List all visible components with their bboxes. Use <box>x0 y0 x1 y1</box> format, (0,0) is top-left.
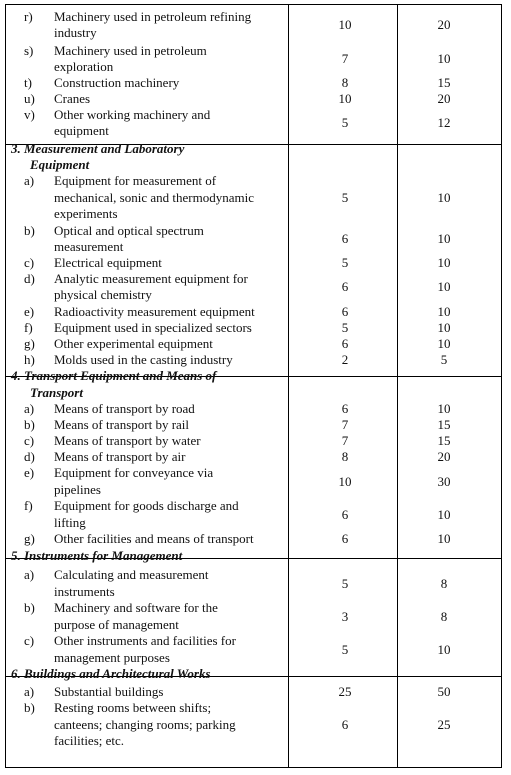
depreciation-rate-value: 8 <box>440 576 448 591</box>
useful-life-value: 5 <box>341 642 349 657</box>
depreciation-rate-value: 10 <box>437 231 451 246</box>
depreciation-rate-value: 8 <box>440 609 448 624</box>
depreciation-rate-value: 25 <box>437 717 451 732</box>
item-description: Resting rooms between shifts; <box>54 700 212 715</box>
item-marker: s) <box>24 43 34 58</box>
item-marker: c) <box>24 433 35 448</box>
depreciation-rate-value: 15 <box>437 417 451 432</box>
item-description: facilities; etc. <box>54 733 125 748</box>
item-marker: e) <box>24 304 35 319</box>
item-description: Calculating and measurement <box>54 567 209 582</box>
useful-life-value: 5 <box>341 320 349 335</box>
item-marker: a) <box>24 567 35 582</box>
depreciation-rate-value: 10 <box>437 51 451 66</box>
item-description: Other working machinery and <box>54 107 211 122</box>
item-description: Means of transport by road <box>54 401 195 416</box>
item-description: exploration <box>54 59 114 74</box>
section-heading: 6. Buildings and Architectural Works <box>11 666 211 681</box>
item-marker: b) <box>24 600 35 615</box>
item-description: Means of transport by water <box>54 433 201 448</box>
item-description: lifting <box>54 515 86 530</box>
useful-life-value: 10 <box>338 474 352 489</box>
useful-life-value: 8 <box>341 75 349 90</box>
item-description: Other instruments and facilities for <box>54 633 236 648</box>
item-marker: a) <box>24 401 35 416</box>
depreciation-rate-value: 20 <box>437 91 451 106</box>
item-marker: e) <box>24 465 35 480</box>
item-description: Equipment for measurement of <box>54 173 217 188</box>
item-marker: h) <box>24 352 35 367</box>
useful-life-value: 2 <box>341 352 349 367</box>
item-marker: b) <box>24 700 35 715</box>
useful-life-value: 5 <box>341 115 349 130</box>
useful-life-value: 3 <box>341 609 349 624</box>
depreciation-rate-value: 10 <box>437 531 451 546</box>
useful-life-value: 6 <box>341 304 349 319</box>
useful-life-value: 7 <box>341 51 349 66</box>
useful-life-value: 6 <box>341 336 349 351</box>
depreciation-rate-value: 12 <box>437 115 451 130</box>
depreciation-rate-value: 15 <box>437 75 451 90</box>
depreciation-rate-value: 10 <box>437 642 451 657</box>
item-description: Cranes <box>54 91 91 106</box>
useful-life-value: 6 <box>341 401 349 416</box>
item-marker: f) <box>24 320 33 335</box>
depreciation-rate-value: 5 <box>440 352 448 367</box>
item-description: Electrical equipment <box>54 255 162 270</box>
useful-life-value: 6 <box>341 507 349 522</box>
item-marker: u) <box>24 91 35 106</box>
item-description: Molds used in the casting industry <box>54 352 233 367</box>
useful-life-value: 8 <box>341 449 349 464</box>
useful-life-value: 6 <box>341 231 349 246</box>
useful-life-value: 5 <box>341 255 349 270</box>
item-description: Means of transport by air <box>54 449 186 464</box>
item-description: experiments <box>54 206 118 221</box>
item-marker: c) <box>24 633 35 648</box>
useful-life-value: 6 <box>341 531 349 546</box>
item-description: pipelines <box>54 482 101 497</box>
depreciation-rate-value: 30 <box>437 474 451 489</box>
useful-life-value: 5 <box>341 190 349 205</box>
item-description: purpose of management <box>54 617 179 632</box>
item-marker: b) <box>24 417 35 432</box>
section-heading: 4. Transport Equipment and Means of <box>11 368 217 383</box>
depreciation-rate-value: 20 <box>437 17 451 32</box>
item-description: Machinery used in petroleum refining <box>54 9 252 24</box>
useful-life-value: 5 <box>341 576 349 591</box>
depreciation-rate-value: 10 <box>437 304 451 319</box>
useful-life-value: 10 <box>338 17 352 32</box>
item-marker: a) <box>24 684 35 699</box>
item-description: Equipment used in specialized sectors <box>54 320 252 335</box>
item-marker: g) <box>24 336 35 351</box>
item-description: canteens; changing rooms; parking <box>54 717 236 732</box>
item-description: Optical and optical spectrum <box>54 223 204 238</box>
depreciation-rate-value: 15 <box>437 433 451 448</box>
depreciation-rate-value: 10 <box>437 190 451 205</box>
item-marker: d) <box>24 449 35 464</box>
useful-life-value: 7 <box>341 417 349 432</box>
item-marker: f) <box>24 498 33 513</box>
item-description: industry <box>54 25 97 40</box>
section-heading: 5. Instruments for Management <box>11 548 183 563</box>
item-marker: v) <box>24 107 35 122</box>
item-marker: t) <box>24 75 32 90</box>
item-marker: c) <box>24 255 35 270</box>
item-description: Machinery used in petroleum <box>54 43 207 58</box>
item-description: Machinery and software for the <box>54 600 218 615</box>
item-marker: a) <box>24 173 35 188</box>
item-description: management purposes <box>54 650 170 665</box>
item-description: Equipment for goods discharge and <box>54 498 239 513</box>
item-marker: b) <box>24 223 35 238</box>
item-marker: g) <box>24 531 35 546</box>
useful-life-value: 25 <box>338 684 352 699</box>
depreciation-rate-table <box>5 4 502 768</box>
useful-life-value: 6 <box>341 717 349 732</box>
depreciation-rate-value: 10 <box>437 279 451 294</box>
column-divider <box>288 5 289 767</box>
section-heading: Transport <box>30 385 83 400</box>
item-description: Substantial buildings <box>54 684 164 699</box>
item-description: mechanical, sonic and thermodynamic <box>54 190 254 205</box>
section-heading: Equipment <box>30 157 90 172</box>
item-marker: r) <box>24 9 33 24</box>
item-description: Construction machinery <box>54 75 180 90</box>
column-divider <box>397 5 398 767</box>
item-description: Equipment for conveyance via <box>54 465 214 480</box>
item-description: Radioactivity measurement equipment <box>54 304 255 319</box>
item-description: Analytic measurement equipment for <box>54 271 248 286</box>
item-description: instruments <box>54 584 115 599</box>
depreciation-rate-value: 10 <box>437 401 451 416</box>
item-description: measurement <box>54 239 124 254</box>
depreciation-rate-value: 50 <box>437 684 451 699</box>
useful-life-value: 7 <box>341 433 349 448</box>
depreciation-rate-value: 20 <box>437 449 451 464</box>
useful-life-value: 10 <box>338 91 352 106</box>
depreciation-rate-value: 10 <box>437 336 451 351</box>
item-description: Other facilities and means of transport <box>54 531 254 546</box>
depreciation-rate-value: 10 <box>437 320 451 335</box>
item-description: equipment <box>54 123 109 138</box>
depreciation-rate-value: 10 <box>437 507 451 522</box>
depreciation-rate-value: 10 <box>437 255 451 270</box>
section-heading: 3. Measurement and Laboratory <box>11 141 185 156</box>
item-marker: d) <box>24 271 35 286</box>
item-description: physical chemistry <box>54 287 152 302</box>
useful-life-value: 6 <box>341 279 349 294</box>
item-description: Other experimental equipment <box>54 336 213 351</box>
item-description: Means of transport by rail <box>54 417 190 432</box>
